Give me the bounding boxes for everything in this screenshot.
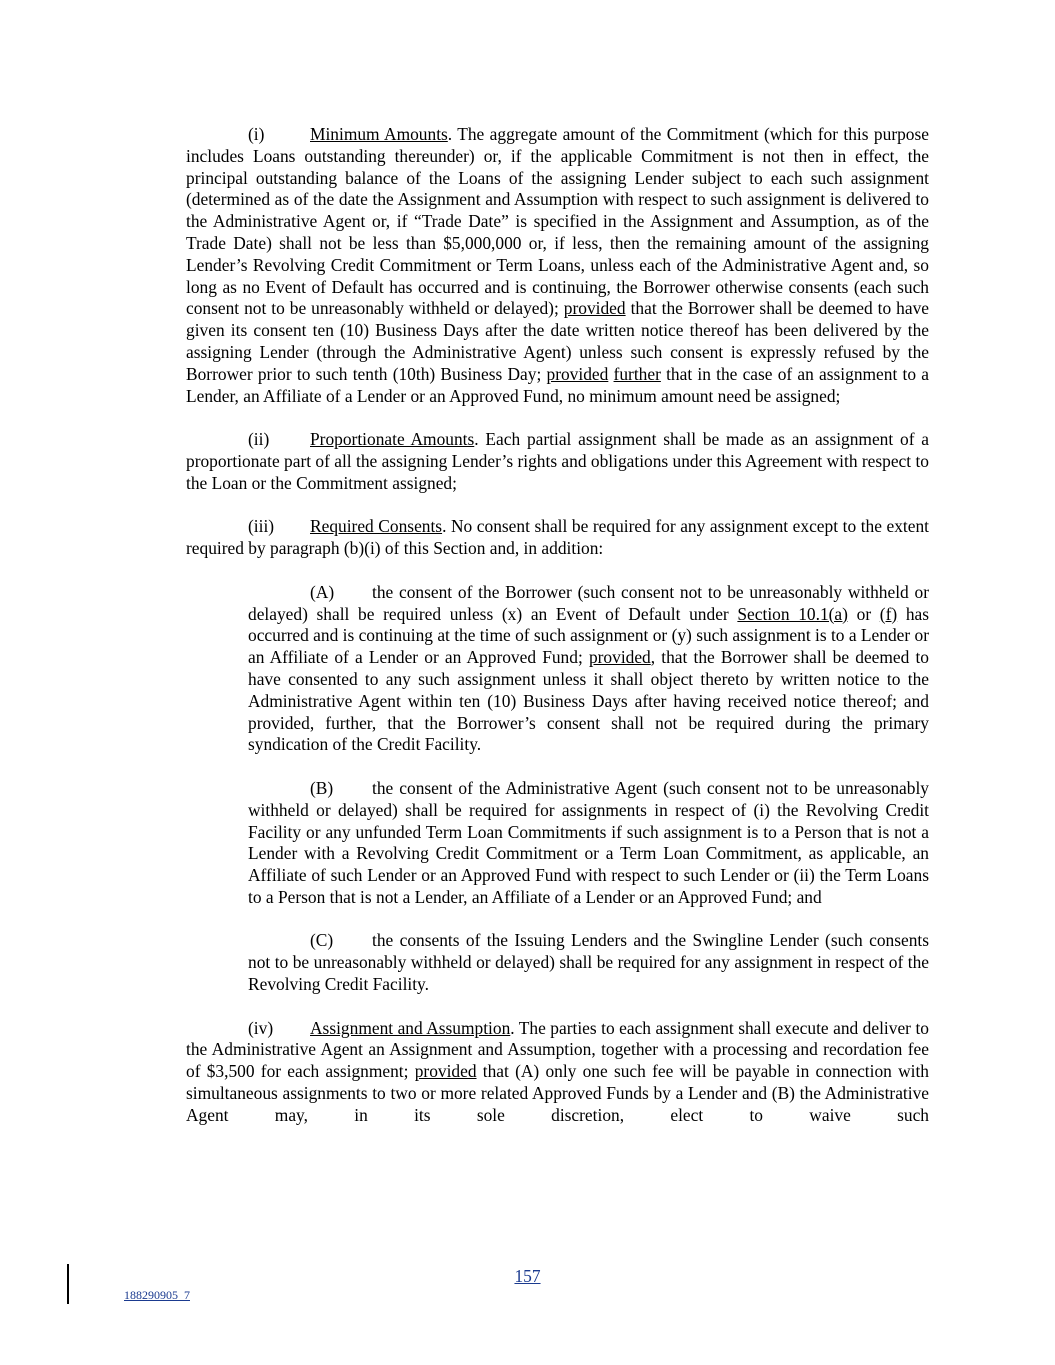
subparagraph-b (248, 778, 929, 909)
paragraph-text: that (A) only one such fee will be payable in connection with simultaneous assignments to two or more related Approved Funds by a Lender and (B) the Administrative Agent may, in its sole discretion, elect to waive such (186, 1061, 929, 1125)
paragraph-text: , that the Borrower shall be deemed to have consented to any such assignment unless it shall object thereto by written notice to the Administrative Agent within ten (10) Business Days after having received notice thereof; and provided, further, that the Borrower’s consent shall not be required during the primary syndication of the Credit Facility. (248, 647, 929, 755)
paragraph-text: . The aggregate amount of the Commitment (which for this purpose includes Loans outstanding thereunder) or, if the applicable Commitment is not then in effect, the principal outstanding balance of the Loans of the assigning Lender subject to each such assignment (determined as of the date the Assignment and Assumption with respect to such assignment is delivered to the Administrative Agent or, if “Trade Date” is specified in the Assignment and Assumption, as of the Trade Date) shall not be less than $5,000,000 or, if less, then the remaining amount of the assigning Lender’s Revolving Credit Commitment or Term Loans, unless each of the Administrative Agent and, so long as no Event of Default has occurred and is continuing, the Borrower otherwise consents (each such consent not to be unreasonably withheld or delayed); (186, 124, 929, 319)
paragraph-text: or (847, 603, 880, 624)
paragraph-text: . No consent shall be required for any assignment except to the extent required by paragraph (b)(i) of this Section and, in addition: (186, 516, 929, 559)
paragraph-i (186, 124, 929, 407)
provided-term: provided (563, 298, 626, 319)
paragraph-text: the consents of the Issuing Lenders and the Swingline Lender (such consents not to be unreasonably withheld or delayed) shall be required for any assignment in respect of the Revolving Credit Facility. (248, 930, 929, 995)
paragraph-text: that the Borrower shall be deemed to have given its consent ten (10) Business Days after the date written notice thereof has been delivered by the assigning Lender (through the Administrative Agent) unless such consent is expressly refused by the Borrower prior to such tenth (10th) Business Day; (186, 298, 929, 384)
provided-term: provided (414, 1061, 477, 1082)
document-body (186, 124, 929, 1148)
document-id[interactable]: 188290905_7 (124, 1288, 190, 1302)
paragraph-iv (186, 1018, 929, 1127)
subparagraph-number: (A) (310, 581, 335, 602)
paragraph-text: the consent of the Administrative Agent (such consent not to be unreasonably withheld or delayed) shall be required for assignments in respect of (i) the Revolving Credit Facility or any unfunded Term Loan Commitments if such assignment is to a Person that is not a Lender with a Revolving Credit Commitment or a Term Loan Commitment, as applicable, an Affiliate of such Lender or an Approved Fund with respect to such Lender or (ii) the Term Loans to a Person that is not a Lender, an Affiliate of a Lender or an Approved Fund; and (248, 777, 929, 907)
paragraph-heading: Assignment and Assumption (310, 1017, 511, 1038)
further-term: further (613, 363, 661, 384)
paragraph-ii (186, 429, 929, 494)
subparagraph-a (248, 582, 929, 756)
paragraph-heading: Minimum Amounts (310, 124, 448, 144)
paragraph-heading: Required Consents (310, 516, 443, 537)
paragraph-iii (186, 516, 929, 560)
section-reference: (f) (879, 603, 898, 624)
page-number-link[interactable]: 157 (514, 1266, 541, 1286)
subparagraph-c (248, 930, 929, 995)
paragraph-number: (ii) (248, 429, 270, 450)
provided-term: provided (546, 363, 609, 384)
paragraph-text: . Each partial assignment shall be made as an assignment of a proportionate part of all the assigning Lender’s rights and obligations under this Agreement with respect to the Loan or the Commitment assigned; (186, 429, 929, 493)
paragraph-text: that in the case of an assignment to a Lender, an Affiliate of a Lender or an Approved Fund, no minimum amount need be assigned; (186, 363, 929, 406)
paragraph-number: (iii) (248, 516, 275, 537)
paragraph-text: . The parties to each assignment shall execute and deliver to the Administrative Agent an Assignment and Assumption, together with a processing and recordation fee of $3,500 for each assignment; (186, 1017, 929, 1082)
section-reference: Section 10.1(a) (737, 603, 848, 624)
paragraph-text: the consent of the Borrower (such consent not to be unreasonably withheld or delayed) shall be required unless (x) an Event of Default under (248, 581, 929, 624)
subparagraph-number: (C) (310, 930, 334, 951)
subparagraph-number: (B) (310, 777, 334, 798)
paragraph-number: (i) (248, 124, 265, 144)
page-number (0, 1266, 1055, 1287)
paragraph-number: (iv) (248, 1017, 274, 1038)
provided-term: provided (588, 647, 651, 668)
paragraph-heading: Proportionate Amounts (310, 429, 475, 450)
paragraph-text: has occurred and is continuing at the time of such assignment or (y) such assignment is to a Lender or an Affiliate of a Lender or an Approved Fund; (248, 603, 930, 668)
